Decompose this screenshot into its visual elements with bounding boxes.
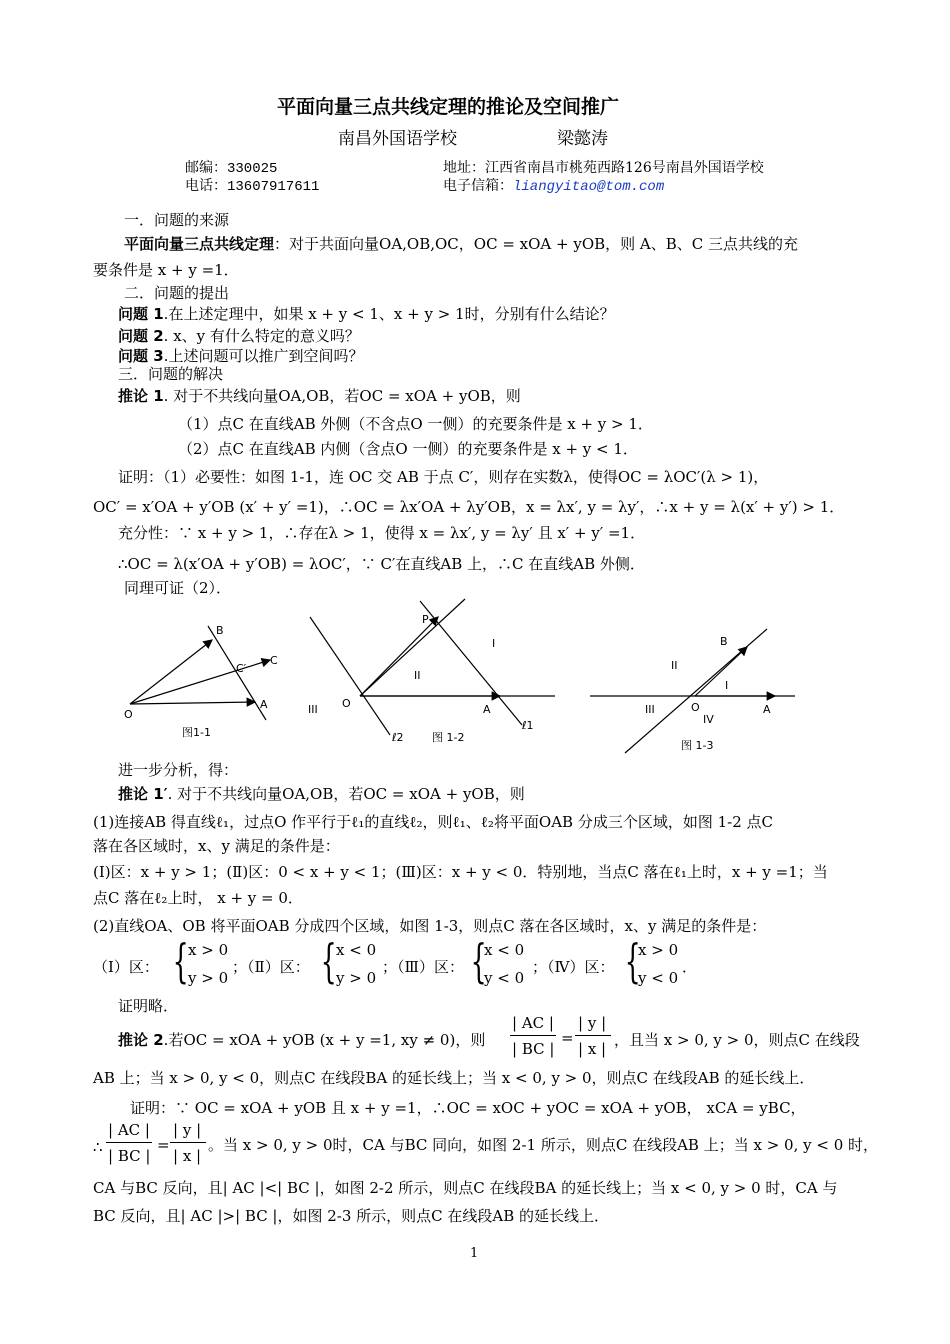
region-2-x: x < 0 — [336, 941, 377, 959]
region-4-x: x > 0 — [638, 941, 679, 959]
ray-op — [360, 599, 465, 696]
corollary-2 — [118, 1030, 485, 1050]
region-3-x: x < 0 — [484, 941, 525, 959]
postcode-value: 330025 — [227, 161, 278, 177]
frac2-left-bar — [106, 1142, 152, 1143]
fig2-label-o: O — [342, 697, 351, 710]
region-text-1b: 落在各区域时，x、y 满足的条件是： — [93, 837, 340, 855]
fig2-label-region-2: II — [414, 669, 421, 682]
phone-value: 13607917611 — [227, 179, 320, 195]
theorem-name: 平面向量三点共线定理 — [124, 235, 275, 253]
brace-3: { — [470, 934, 487, 988]
region-4-y: y < 0 — [638, 969, 679, 987]
proof-2-line-1: 证明：∵ OC = xOA + yOB 且 x + y =1，∴OC = xOC + yOC = xOA + yOB， xCA = yBC， — [130, 1099, 806, 1117]
proof-line-3: 充分性：∵ x + y > 1，∴存在λ > 1，使得 x = λx′, y = λy′ 且 x′ + y′ =1． — [118, 524, 646, 542]
question-1-label: 问题 1 — [118, 305, 164, 323]
frac-left-num: | AC | — [512, 1014, 554, 1032]
line-l2 — [310, 617, 390, 735]
frac2-right-num: | y | — [173, 1121, 202, 1139]
corollary-2-text-b: ，且当 x > 0, y > 0，则点C 在线段 — [614, 1031, 860, 1049]
corollary-1-label: 推论 1 — [118, 387, 164, 405]
vector-ob — [130, 640, 212, 704]
brace-4: { — [624, 934, 641, 988]
region-2-y: y > 0 — [336, 969, 377, 987]
author-name: 梁懿涛 — [557, 129, 608, 149]
fig2-label-region-1: I — [492, 637, 496, 650]
corollary-1-item-2: （2）点C 在直线AB 内侧（含点O 一侧）的充要条件是 x + y < 1． — [178, 440, 638, 458]
figure-1-1 — [120, 612, 290, 742]
region-2-label: ；（Ⅱ）区： — [232, 958, 310, 976]
region-end: ． — [682, 958, 698, 976]
proof-2-line-2: 。当 x > 0, y > 0时，CA 与BC 同向，如图 2-1 所示，则点C 在线段AB 上；当 x > 0, y < 0 时， — [208, 1136, 879, 1154]
region-4-label: ；（Ⅳ）区： — [532, 958, 615, 976]
section-3-heading: 三．问题的解决 — [118, 365, 224, 383]
vector-ob — [695, 647, 747, 696]
fig3-label-region-4: IV — [703, 713, 714, 726]
proof-line-1: 证明：（1）必要性：如图 1-1，连 OC 交 AB 于点 C′，则存在实数λ，使得OC = λOC′(λ > 1)， — [118, 468, 769, 486]
corollary-1-text: . 对于不共线向量OA,OB，若OC = xOA + yOB，则 — [163, 387, 521, 405]
equals-sign: = — [561, 1029, 574, 1047]
fig3-label-b: B — [720, 635, 728, 648]
proof-line-5: 同理可证（2）． — [124, 579, 232, 597]
fig1-label-o: O — [124, 708, 133, 721]
corollary-1-item-1: （1）点C 在直线AB 外侧（不含点O 一侧）的充要条件是 x + y > 1． — [178, 415, 653, 433]
question-1-text: .在上述定理中，如果 x + y < 1、x + y > 1时，分别有什么结论？ — [163, 305, 615, 323]
brace-2: { — [320, 934, 337, 988]
question-2-label: 问题 2 — [118, 327, 164, 345]
theorem-line-2: 要条件是 x + y =1． — [93, 261, 239, 279]
corollary-1-prime-text: . 对于不共线向量OA,OB，若OC = xOA + yOB，则 — [167, 785, 525, 803]
region-text-1d: 点C 落在ℓ₂上时， x + y = 0． — [93, 889, 303, 907]
section-1-heading: 一．问题的来源 — [124, 211, 230, 229]
corollary-2-text-a: .若OC = xOA + yOB (x + y =1, xy ≠ 0)，则 — [163, 1031, 486, 1049]
fig1-label-b: B — [216, 624, 224, 637]
figure-1-2 — [300, 595, 565, 750]
figure-1-3 — [585, 625, 805, 760]
fig2-label-l1: ℓ1 — [522, 719, 534, 732]
page-number: 1 — [470, 1246, 479, 1261]
frac-right-num: | y | — [578, 1014, 607, 1032]
question-2 — [118, 326, 360, 346]
fig3-label-region-1: I — [725, 679, 729, 692]
region-1-label: （Ⅰ）区： — [93, 958, 159, 976]
region-text-2a: (2)直线OA、OB 将平面OAB 分成四个区域，如图 1-3，则点C 落在各区域时，x、y 满足的条件是： — [93, 917, 767, 935]
proof-line-4: ∴OC = λ(x′OA + y′OB) = λOC′，∵ C′在直线AB 上，∴C 在直线AB 外侧． — [118, 555, 645, 573]
proof-2-line-4: BC 反向，且| AC |>| BC |，如图 2-3 所示，则点C 在线段AB 的延长线上． — [93, 1207, 610, 1225]
fig3-caption: 图 1-3 — [681, 739, 714, 752]
question-3-label: 问题 3 — [118, 347, 164, 365]
frac2-right-den: | x | — [173, 1147, 202, 1165]
frac2-left-num: | AC | — [108, 1121, 150, 1139]
corollary-1 — [118, 386, 521, 406]
email-line — [443, 176, 664, 197]
frac-left-bar — [510, 1035, 556, 1036]
therefore-sign: ∴ — [93, 1138, 103, 1156]
proof-2-line-3: CA 与BC 反向，且| AC |<| BC |，如图 2-2 所示，则点C 在线段BA 的延长线上；当 x < 0, y > 0 时，CA 与 — [93, 1179, 838, 1197]
region-text-1c: (Ⅰ)区：x + y > 1；(Ⅱ)区：0 < x + y < 1；(Ⅲ)区：x + y < 0．特别地，当点C 落在ℓ₁上时，x + y =1；当 — [93, 863, 828, 881]
region-3-label: ；（Ⅲ）区： — [382, 958, 464, 976]
frac2-left-den: | BC | — [108, 1147, 151, 1165]
email-link[interactable]: liangyitao@tom.com — [513, 179, 665, 195]
phone-line — [185, 176, 319, 197]
frac-left-den: | BC | — [512, 1040, 555, 1058]
frac2-right-bar — [170, 1142, 206, 1143]
vector-op — [360, 617, 438, 696]
region-1-x: x > 0 — [188, 941, 229, 959]
vector-oa — [130, 702, 255, 704]
question-3 — [118, 346, 363, 366]
fig3-label-o: O — [691, 701, 700, 714]
proof-line-2: OC′ = x′OA + y′OB (x′ + y′ =1)，∴OC = λx′OA + λy′OB，x = λx′, y = λy′，∴x + y = λ(x′ + y′) > 1． — [93, 498, 845, 516]
frac-right-bar — [575, 1035, 611, 1036]
theorem-text: ：对于共面向量OA,OB,OC，OC = xOA + yOB，则 A、B、C 三点共线的充 — [274, 235, 799, 253]
address-line — [443, 158, 764, 178]
email-label: 电子信箱： — [443, 178, 513, 194]
fig2-label-a: A — [483, 703, 491, 716]
phone-label: 电话： — [185, 178, 227, 194]
question-2-text: . x、y 有什么特定的意义吗？ — [163, 327, 360, 345]
fig2-label-region-3: III — [308, 703, 318, 716]
frac-right-den: | x | — [578, 1040, 607, 1058]
brace-1: { — [172, 934, 189, 988]
address-value: 江西省南昌市桃苑西路126号南昌外国语学校 — [485, 160, 764, 176]
fig3-label-a: A — [763, 703, 771, 716]
region-text-1a: (1)连接AB 得直线ℓ₁，过点O 作平行于ℓ₁的直线ℓ₂，则ℓ₁、ℓ₂将平面OAB 分成三个区域，如图 1-2 点C — [93, 813, 774, 831]
fig3-label-region-2: II — [671, 659, 678, 672]
fig1-caption: 图1-1 — [182, 726, 211, 739]
fig1-label-c-prime: C′ — [236, 662, 247, 675]
fig2-label-p: P — [422, 613, 429, 626]
theorem-line — [124, 234, 798, 254]
corollary-2-label: 推论 2 — [118, 1031, 164, 1049]
postcode-label: 邮编： — [185, 160, 227, 176]
corollary-1-prime-label: 推论 1′ — [118, 785, 168, 803]
corollary-2-text-c: AB 上；当 x > 0, y < 0，则点C 在线段BA 的延长线上；当 x < 0, y > 0，则点C 在线段AB 的延长线上． — [93, 1069, 815, 1087]
fig2-caption: 图 1-2 — [432, 731, 465, 744]
fig1-label-a: A — [260, 698, 268, 711]
region-3-y: y < 0 — [484, 969, 525, 987]
fig2-label-l2: ℓ2 — [392, 731, 404, 744]
vector-oc — [130, 660, 270, 704]
fig3-label-region-3: III — [645, 703, 655, 716]
question-1 — [118, 304, 615, 324]
further-analysis: 进一步分析，得： — [118, 761, 239, 779]
fig1-label-c: C — [270, 654, 278, 667]
corollary-1-prime — [118, 784, 525, 804]
address-label: 地址： — [443, 160, 485, 176]
equals-sign-2: = — [157, 1136, 170, 1154]
region-1-y: y > 0 — [188, 969, 229, 987]
section-2-heading: 二．问题的提出 — [124, 284, 230, 302]
question-3-text: .上述问题可以推广到空间吗？ — [163, 347, 364, 365]
school-name: 南昌外国语学校 — [338, 129, 457, 149]
proof-omitted: 证明略． — [118, 997, 179, 1015]
paper-title: 平面向量三点共线定理的推论及空间推广 — [277, 96, 620, 118]
